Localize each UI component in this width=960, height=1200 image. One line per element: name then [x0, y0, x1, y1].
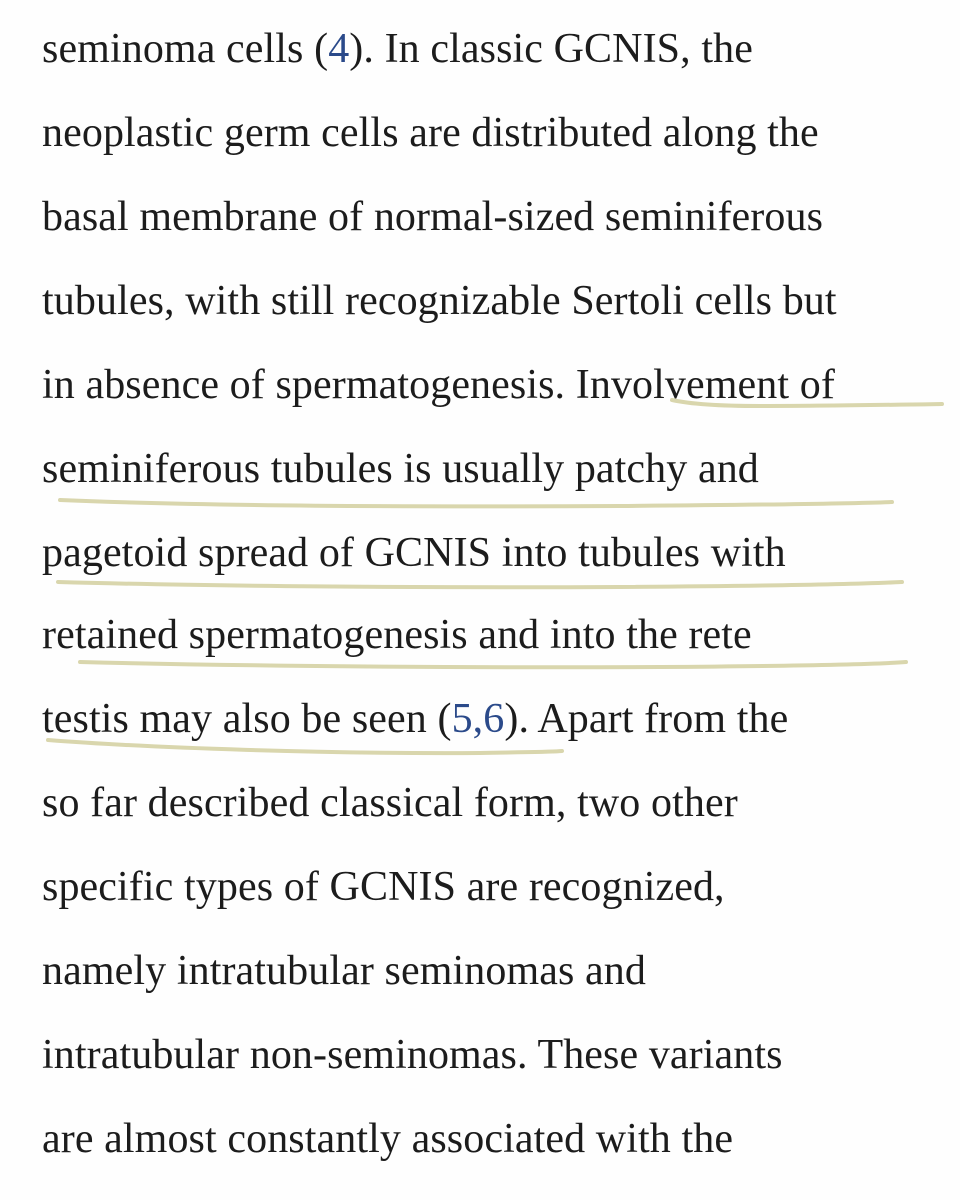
reference-link[interactable]: 5,6	[451, 696, 505, 742]
highlight-underline-3	[58, 582, 902, 587]
text-segment: pagetoid spread of GCNIS into tubules with	[42, 530, 786, 576]
text-segment: neoplastic germ cells are distributed along the	[42, 110, 819, 156]
text-line	[42, 196, 823, 238]
highlight-underline-4	[80, 662, 906, 667]
reference-link[interactable]: 4	[328, 26, 350, 72]
text-line	[42, 614, 752, 656]
text-segment: so far described classical form, two other	[42, 780, 738, 826]
text-line	[42, 364, 835, 406]
text-line	[42, 950, 646, 992]
text-segment: ). Apart from the	[504, 696, 789, 742]
text-line	[42, 866, 725, 908]
text-line	[42, 1118, 733, 1160]
text-line	[42, 112, 819, 154]
text-line	[42, 28, 753, 70]
text-segment: basal membrane of normal-sized seminiferous	[42, 194, 824, 240]
text-segment: intratubular non-seminomas. These variants	[42, 1032, 783, 1078]
text-segment: seminoma cells (	[42, 26, 329, 72]
text-line	[42, 280, 837, 322]
text-line	[42, 1034, 783, 1076]
text-segment: seminiferous tubules is usually patchy and	[42, 446, 759, 492]
text-segment: specific types of GCNIS are recognized,	[42, 864, 725, 910]
highlight-underline-2	[60, 500, 892, 506]
text-line	[42, 532, 786, 574]
text-line	[42, 782, 738, 824]
text-segment: in absence of spermatogenesis. Involvement of	[42, 362, 835, 408]
text-segment: are almost constantly associated with the	[42, 1116, 734, 1162]
text-line	[42, 448, 759, 490]
text-segment: tubules, with still recognizable Sertoli cells but	[42, 278, 837, 324]
text-segment: ). In classic GCNIS, the	[349, 26, 753, 72]
text-segment: testis may also be seen (	[42, 696, 452, 742]
text-line	[42, 698, 788, 740]
text-segment: retained spermatogenesis and into the rete	[42, 612, 752, 658]
text-segment: namely intratubular seminomas and	[42, 948, 646, 994]
